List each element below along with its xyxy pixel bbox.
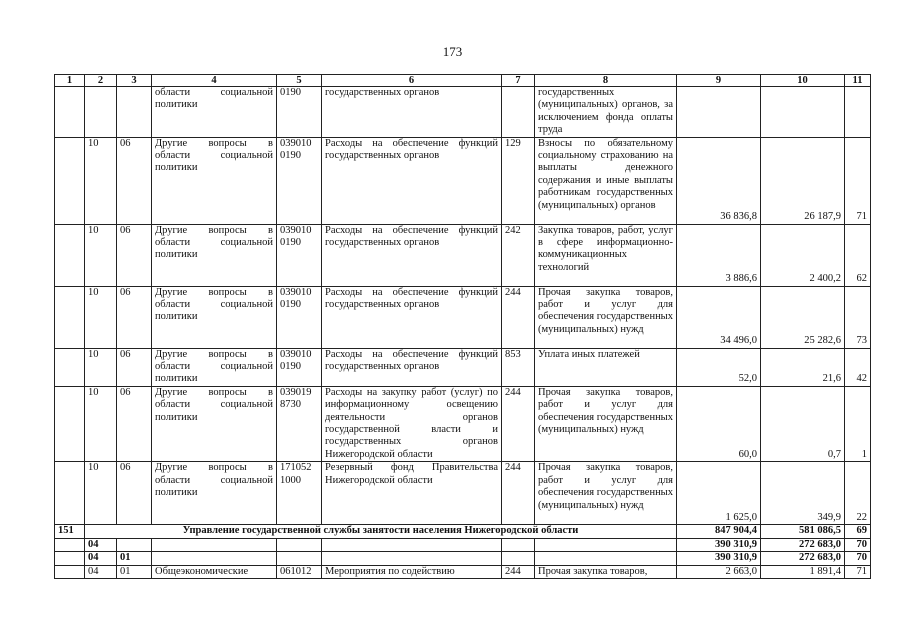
cell-col5: 061012	[277, 565, 322, 578]
cell-col2: 10	[85, 137, 117, 224]
cell-col6: Расходы на обеспечение функций государственных органов	[322, 286, 502, 348]
subsection-row-col7	[502, 552, 535, 565]
ministry-col10: 581 086,5	[761, 525, 845, 538]
section-row-col6	[322, 538, 502, 551]
cell-col6: Резервный фонд Правительства Нижегородской области	[322, 462, 502, 525]
cell-col10: 0,7	[761, 386, 845, 461]
subsection-row-col6	[322, 552, 502, 565]
cell-col8: Закупка товаров, работ, услуг в сфере информационно-коммуникационных технологий	[535, 224, 677, 286]
cell-col6: государственных органов	[322, 87, 502, 138]
cell-col10: 26 187,9	[761, 137, 845, 224]
ministry-title: Управление государственной службы занятости населения Нижегородской области	[85, 525, 677, 538]
subsection-row-col2: 04	[85, 552, 117, 565]
cell-col9: 3 886,6	[677, 224, 761, 286]
cell-col1	[55, 565, 85, 578]
cell-col7: 244	[502, 386, 535, 461]
cell-col7: 244	[502, 565, 535, 578]
subsection-row-col1	[55, 552, 85, 565]
cell-col8: Прочая закупка товаров, работ и услуг для обеспечения государственных (муниципальных) нужд	[535, 286, 677, 348]
cell-col11: 71	[845, 137, 871, 224]
cell-col5: 0190	[277, 87, 322, 138]
table-row	[55, 224, 871, 286]
cell-col5: 039010 0190	[277, 224, 322, 286]
cell-col11: 1	[845, 386, 871, 461]
section-row-col5	[277, 538, 322, 551]
cell-col2	[85, 87, 117, 138]
cell-col4: Другие вопросы в области социальной политики	[152, 462, 277, 525]
subsection-row-col10: 272 683,0	[761, 552, 845, 565]
cell-col8: Уплата иных платежей	[535, 348, 677, 386]
cell-col3: 06	[117, 224, 152, 286]
cell-col10: 2 400,2	[761, 224, 845, 286]
cell-col10: 25 282,6	[761, 286, 845, 348]
cell-col5: 039010 0190	[277, 348, 322, 386]
cell-col3	[117, 87, 152, 138]
subsection-row-col11: 70	[845, 552, 871, 565]
cell-col1	[55, 286, 85, 348]
col-header-10: 10	[761, 75, 845, 87]
cell-col4: Другие вопросы в области социальной политики	[152, 286, 277, 348]
section-row-col3	[117, 538, 152, 551]
cell-col5: 039010 0190	[277, 137, 322, 224]
section-row-col2: 04	[85, 538, 117, 551]
cell-col2: 10	[85, 386, 117, 461]
cell-col7: 244	[502, 462, 535, 525]
cell-col6: Расходы на обеспечение функций государственных органов	[322, 348, 502, 386]
cell-col11: 22	[845, 462, 871, 525]
cell-col4: Другие вопросы в области социальной политики	[152, 224, 277, 286]
col-header-8: 8	[535, 75, 677, 87]
header-row	[55, 75, 871, 87]
cell-col9: 36 836,8	[677, 137, 761, 224]
cell-col2: 10	[85, 462, 117, 525]
cell-col1	[55, 224, 85, 286]
cell-col9: 60,0	[677, 386, 761, 461]
cell-col2: 10	[85, 286, 117, 348]
cell-col11: 71	[845, 565, 871, 578]
section-row-col8	[535, 538, 677, 551]
cell-col11: 42	[845, 348, 871, 386]
col-header-2: 2	[85, 75, 117, 87]
cell-col2: 04	[85, 565, 117, 578]
cell-col5: 171052 1000	[277, 462, 322, 525]
cell-col8: Взносы по обязательному социальному страхованию на выплаты денежного содержания и иные выплаты работникам государственных (муниципальных) органов	[535, 137, 677, 224]
cell-col2: 10	[85, 348, 117, 386]
subsection-row-col4	[152, 552, 277, 565]
cell-col10	[761, 87, 845, 138]
cell-col11: 73	[845, 286, 871, 348]
cell-col11: 62	[845, 224, 871, 286]
subsection-row-col8	[535, 552, 677, 565]
ministry-col9: 847 904,4	[677, 525, 761, 538]
cell-col9: 2 663,0	[677, 565, 761, 578]
col-header-5: 5	[277, 75, 322, 87]
col-header-6: 6	[322, 75, 502, 87]
cell-col3: 06	[117, 137, 152, 224]
table-row	[55, 137, 871, 224]
cell-col9: 34 496,0	[677, 286, 761, 348]
col-header-9: 9	[677, 75, 761, 87]
cell-col5: 039019 8730	[277, 386, 322, 461]
cell-col7: 853	[502, 348, 535, 386]
budget-table	[54, 74, 871, 579]
cell-col1	[55, 348, 85, 386]
cell-col1	[55, 462, 85, 525]
subsection-row	[55, 552, 871, 565]
cell-col6: Расходы на обеспечение функций государственных органов	[322, 137, 502, 224]
subsection-row-col5	[277, 552, 322, 565]
last-row	[55, 565, 871, 578]
section-row	[55, 538, 871, 551]
col-header-7: 7	[502, 75, 535, 87]
cell-col6: Расходы на закупку работ (услуг) по информационному освещению деятельности органов государственной власти и государственных органов Нижегородской области	[322, 386, 502, 461]
cell-col4: Другие вопросы в области социальной политики	[152, 386, 277, 461]
col-header-4: 4	[152, 75, 277, 87]
ministry-col11: 69	[845, 525, 871, 538]
ministry-code: 151	[55, 525, 85, 538]
page-number: 173	[442, 44, 463, 59]
cell-col10: 21,6	[761, 348, 845, 386]
section-row-col10: 272 683,0	[761, 538, 845, 551]
section-row-col11: 70	[845, 538, 871, 551]
cell-col3: 06	[117, 348, 152, 386]
cell-col10: 349,9	[761, 462, 845, 525]
cell-col4: области социальной политики	[152, 87, 277, 138]
cell-col2: 10	[85, 224, 117, 286]
cell-col7	[502, 87, 535, 138]
col-header-3: 3	[117, 75, 152, 87]
cell-col1	[55, 137, 85, 224]
cell-col11	[845, 87, 871, 138]
cell-col3: 06	[117, 286, 152, 348]
cell-col10: 1 891,4	[761, 565, 845, 578]
subsection-row-col3: 01	[117, 552, 152, 565]
subsection-row-col9: 390 310,9	[677, 552, 761, 565]
col-header-1: 1	[55, 75, 85, 87]
section-row-col4	[152, 538, 277, 551]
cell-col7: 129	[502, 137, 535, 224]
cell-col9: 1 625,0	[677, 462, 761, 525]
section-row-col1	[55, 538, 85, 551]
cell-col3: 06	[117, 386, 152, 461]
cell-col5: 039010 0190	[277, 286, 322, 348]
cell-col7: 242	[502, 224, 535, 286]
cell-col1	[55, 386, 85, 461]
section-row-col9: 390 310,9	[677, 538, 761, 551]
cell-col1	[55, 87, 85, 138]
section-row-col7	[502, 538, 535, 551]
table-row	[55, 348, 871, 386]
cell-col8: Прочая закупка товаров, работ и услуг для обеспечения государственных (муниципальных) нужд	[535, 462, 677, 525]
cell-col9: 52,0	[677, 348, 761, 386]
cell-col4: Общеэкономические	[152, 565, 277, 578]
col-header-11: 11	[845, 75, 871, 87]
cell-col4: Другие вопросы в области социальной политики	[152, 348, 277, 386]
cell-col7: 244	[502, 286, 535, 348]
ministry-row	[55, 525, 871, 538]
cell-col8: Прочая закупка товаров,	[535, 565, 677, 578]
cell-col3: 01	[117, 565, 152, 578]
table-row	[55, 462, 871, 525]
cell-col3: 06	[117, 462, 152, 525]
table-row	[55, 286, 871, 348]
cell-col9	[677, 87, 761, 138]
cell-col8: Прочая закупка товаров, работ и услуг для обеспечения государственных (муниципальных) нужд	[535, 386, 677, 461]
cell-col4: Другие вопросы в области социальной политики	[152, 137, 277, 224]
table-row	[55, 87, 871, 138]
cell-col8: государственных (муниципальных) органов, за исключением фонда оплаты труда	[535, 87, 677, 138]
cell-col6: Мероприятия по содействию	[322, 565, 502, 578]
table-row	[55, 386, 871, 461]
cell-col6: Расходы на обеспечение функций государственных органов	[322, 224, 502, 286]
